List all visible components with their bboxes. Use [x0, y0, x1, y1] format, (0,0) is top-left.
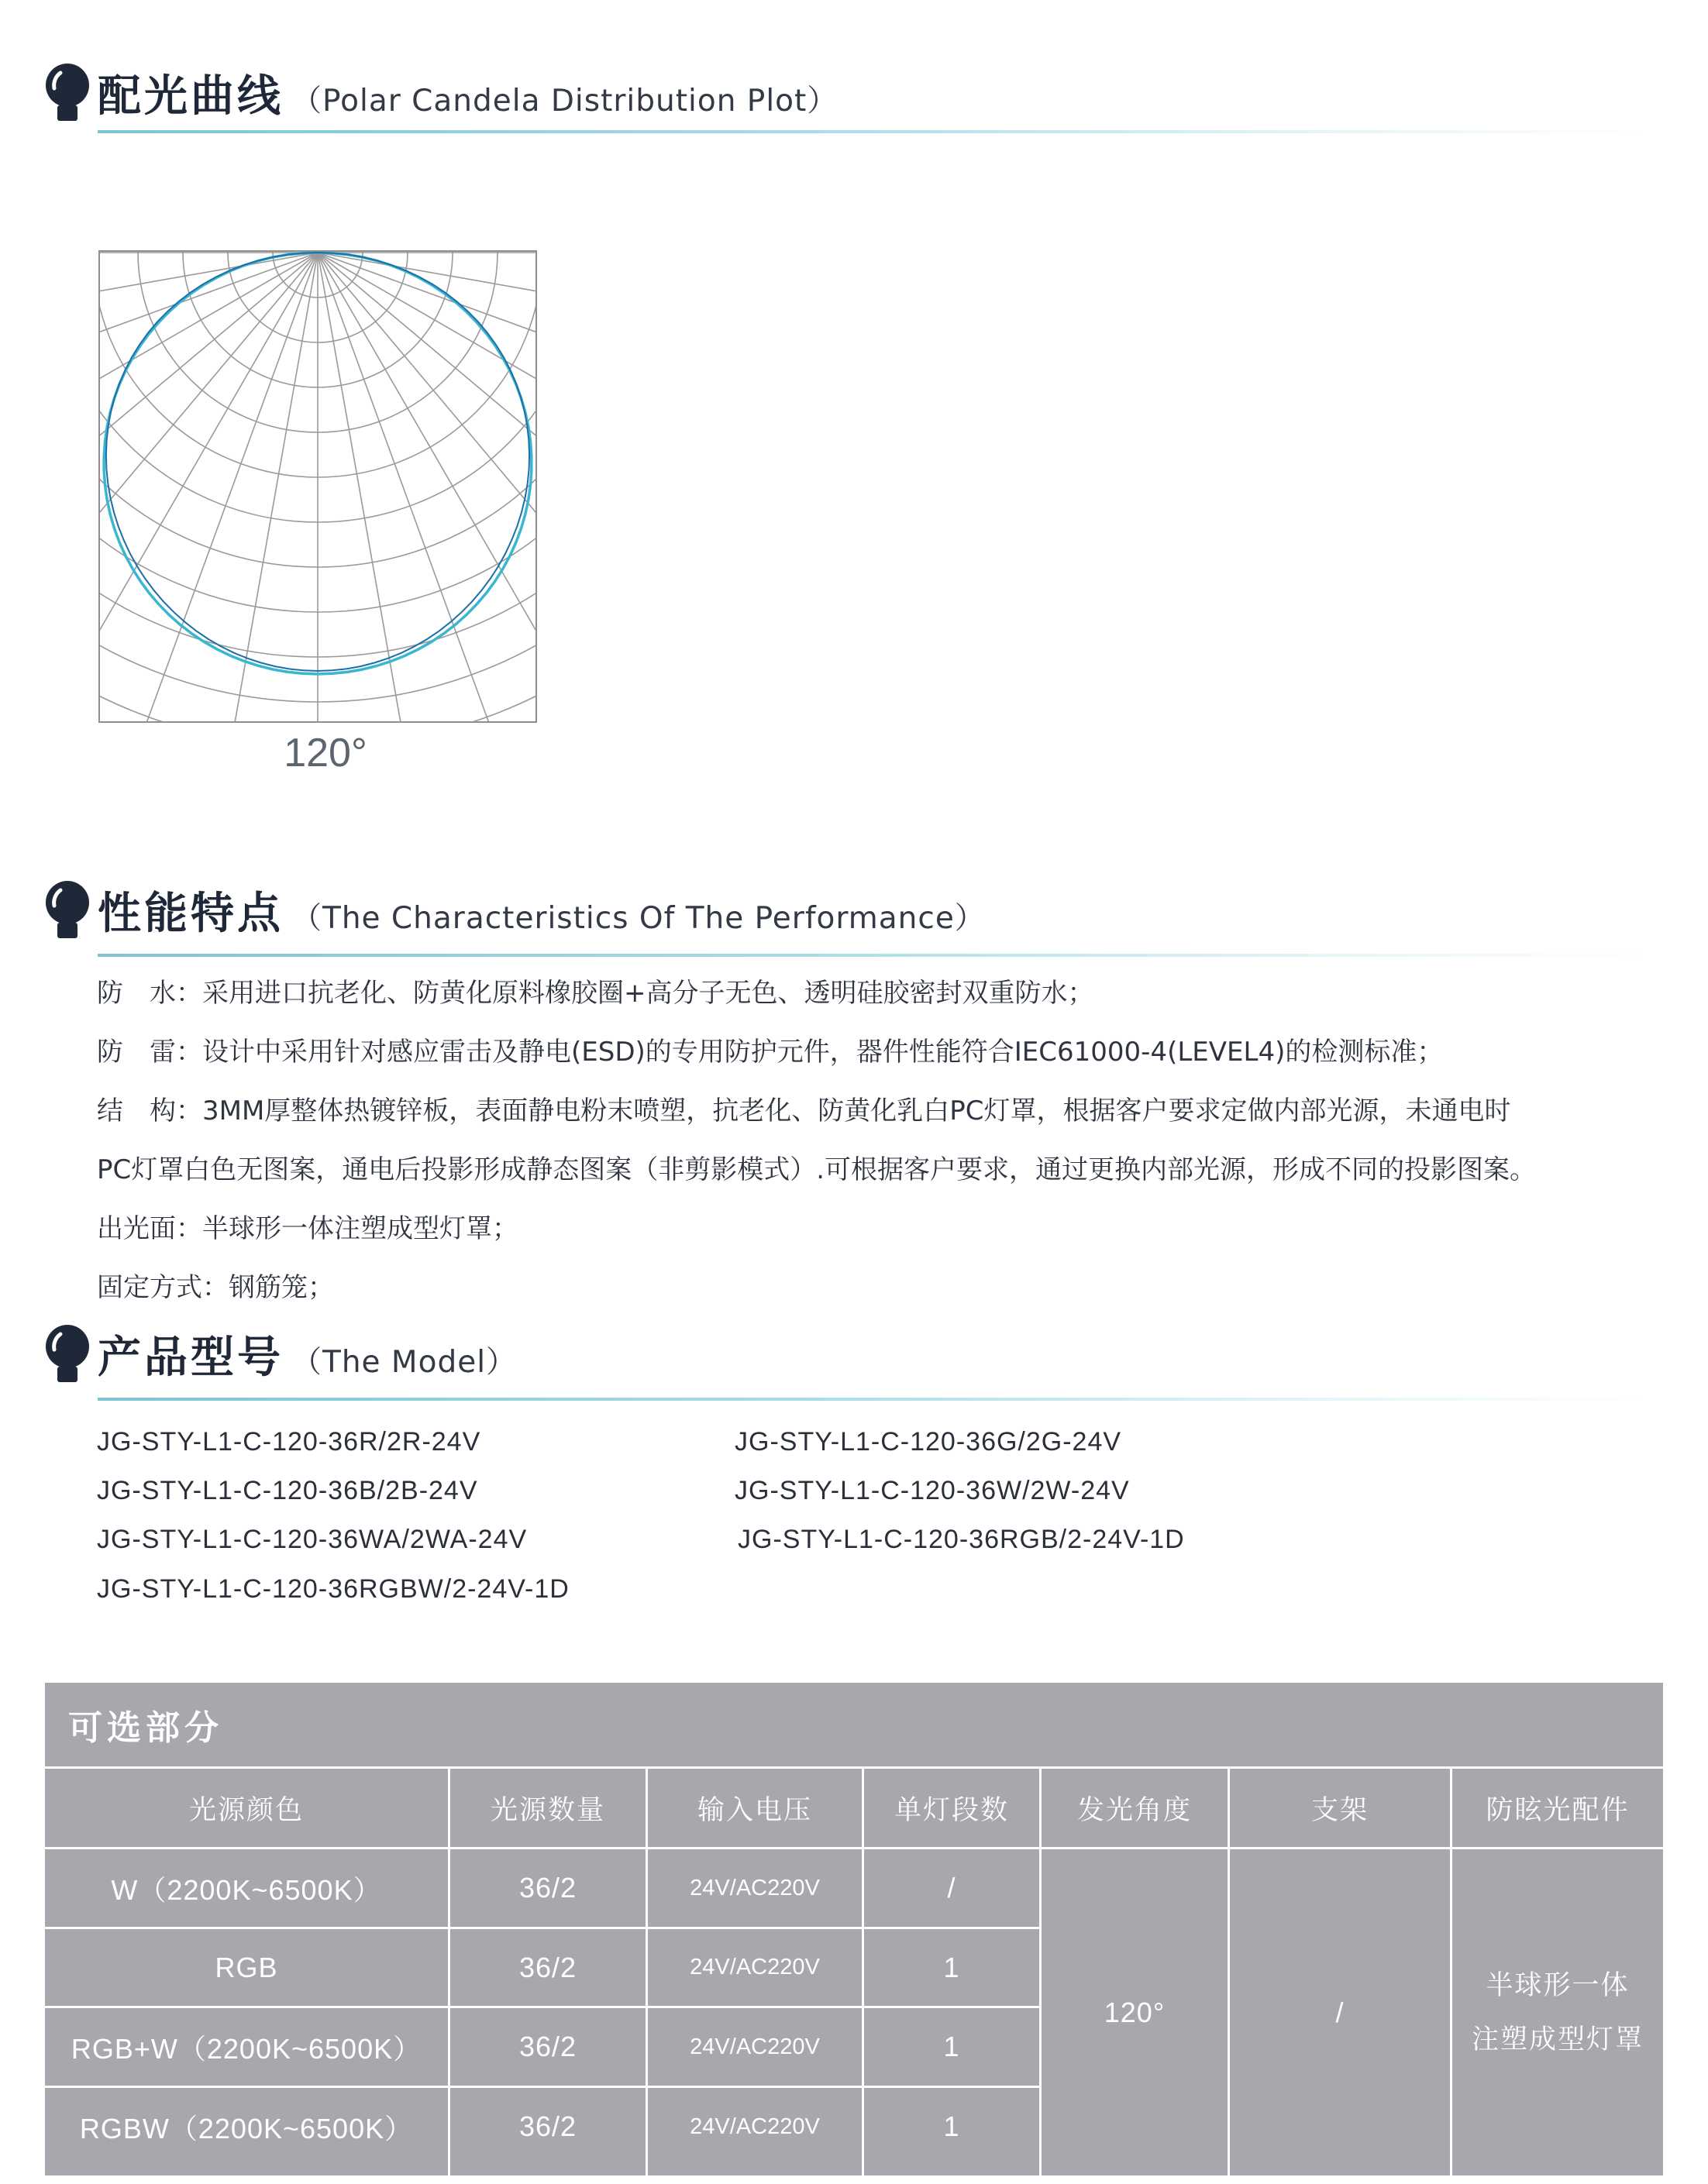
bulb-icon [45, 879, 90, 941]
feature-label: 固定方式： [97, 1272, 229, 1303]
polar-grid-spoke [318, 253, 537, 601]
cell-light-color: RGB [215, 1951, 278, 1983]
section-title-cn: 配光曲线 [98, 71, 284, 122]
feature-mounting [97, 1267, 1647, 1326]
feature-waterproof [97, 972, 1647, 1031]
section-divider [98, 130, 1648, 133]
feature-label: 结 构： [97, 1095, 202, 1126]
polar-grid-spoke [318, 253, 537, 723]
cell-light-color: RGBW（2200K~6500K） [79, 2112, 414, 2144]
header-beam-angle: 发光角度 [1076, 1794, 1192, 1826]
polar-grid-spoke [98, 253, 318, 373]
model-item: JG-STY-L1-C-120-36G/2G-24V [735, 1427, 1122, 1457]
feature-structure [97, 1090, 1647, 1149]
cell-voltage: 24V/AC220V [690, 2113, 820, 2139]
cell-light-qty: 36/2 [518, 1872, 577, 1904]
cell-light-qty: 36/2 [518, 1951, 577, 1983]
polar-plot-svg [98, 250, 537, 723]
bulb-icon [45, 1323, 90, 1385]
feature-lightning [97, 1031, 1647, 1090]
feature-emitting-surface [97, 1208, 1647, 1267]
model-item: JG-STY-L1-C-120-36R/2R-24V [97, 1427, 481, 1457]
cell-segments: 1 [943, 2110, 960, 2142]
anti-glare-line: 注塑成型灯罩 [1471, 2024, 1644, 2055]
model-item: JG-STY-L1-C-120-36RGBW/2-24V-1D [97, 1574, 570, 1604]
polar-grid-spoke [318, 253, 537, 373]
feature-label: 防 雷： [97, 1037, 202, 1068]
cell-light-color: W（2200K~6500K） [111, 1873, 382, 1906]
polar-grid-spoke [98, 253, 318, 723]
section-title-cn: 性能特点 [98, 889, 284, 939]
section-title [98, 1323, 517, 1385]
section-divider [98, 954, 1648, 957]
cell-segments: 1 [943, 2031, 960, 2062]
cell-anti-glare [1452, 1849, 1663, 2175]
feature-structure-cont [97, 1149, 1647, 1208]
cell-light-color: RGB+W（2200K~6500K） [71, 2032, 422, 2065]
header-anti-glare: 防眩光配件 [1486, 1794, 1630, 1826]
section-subtitle: （Polar Candela Distribution Plot） [291, 84, 839, 119]
model-item: JG-STY-L1-C-120-36WA/2WA-24V [97, 1525, 528, 1554]
section-title [98, 62, 838, 124]
section-title [98, 879, 986, 941]
header-bracket: 支架 [1310, 1794, 1369, 1826]
feature-text: PC灯罩白色无图案，通电后投影形成静态图案（非剪影模式）.可根据客户要求，通过更换内部光源，形成不同的投影图案。 [97, 1154, 1537, 1185]
feature-label: 防 水： [97, 978, 202, 1009]
cell-segments: / [947, 1872, 956, 1904]
header-light-qty: 光源数量 [490, 1794, 605, 1826]
polar-grid-spoke [98, 253, 318, 723]
section-subtitle: （The Characteristics Of The Performance） [291, 901, 986, 936]
polar-grid-spoke [98, 253, 318, 491]
polar-grid-spoke [98, 253, 318, 723]
feature-text: 采用进口抗老化、防黄化原料橡胶圈+高分子无色、透明硅胶密封双重防水； [202, 978, 1094, 1009]
cell-voltage: 24V/AC220V [690, 1875, 820, 1900]
feature-text: 半球形一体注塑成型灯罩； [202, 1213, 518, 1244]
section-header-model [45, 1323, 1641, 1393]
section-header-light-curve [45, 62, 1641, 132]
section-title-cn: 产品型号 [98, 1333, 284, 1383]
header-segments: 单灯段数 [894, 1794, 1009, 1826]
polar-grid-spoke [318, 253, 537, 723]
anti-glare-line: 半球形一体 [1486, 1969, 1630, 2001]
cell-voltage: 24V/AC220V [690, 1955, 820, 1979]
bulb-icon [45, 62, 90, 124]
header-input-voltage: 输入电压 [697, 1794, 812, 1826]
cell-voltage: 24V/AC220V [690, 2034, 820, 2059]
cell-light-qty: 36/2 [518, 2110, 577, 2142]
section-header-performance [45, 879, 1641, 949]
cell-beam-angle: 120° [1104, 1996, 1166, 2028]
cell-bracket: / [1335, 1996, 1345, 2028]
polar-grid-spoke [98, 253, 318, 601]
polar-grid-spoke [318, 253, 537, 491]
model-item: JG-STY-L1-C-120-36RGB/2-24V-1D [738, 1525, 1185, 1554]
polar-grid-spoke [318, 253, 537, 723]
section-subtitle: （The Model） [291, 1345, 518, 1380]
polar-grid [98, 250, 537, 723]
model-item: JG-STY-L1-C-120-36B/2B-24V [97, 1476, 478, 1505]
feature-text: 钢筋笼； [229, 1272, 334, 1303]
beam-angle-label: 120° [284, 731, 367, 776]
feature-list [97, 972, 1647, 1326]
feature-label: 出光面： [97, 1213, 202, 1244]
feature-text: 设计中采用针对感应雷击及静电(ESD)的专用防护元件，器件性能符合IEC61000-4(LEVEL4)的检测标准； [202, 1037, 1444, 1068]
section-divider [98, 1398, 1648, 1401]
feature-text: 3MM厚整体热镀锌板，表面静电粉末喷塑，抗老化、防黄化乳白PC灯罩，根据客户要求定做内部光源，未通电时 [202, 1095, 1511, 1126]
cell-segments: 1 [943, 1951, 960, 1983]
header-light-color: 光源颜色 [188, 1794, 304, 1826]
polar-candela-plot [98, 250, 537, 723]
model-item: JG-STY-L1-C-120-36W/2W-24V [735, 1476, 1130, 1505]
cell-light-qty: 36/2 [518, 2031, 577, 2062]
options-title: 可选部分 [68, 1708, 223, 1748]
